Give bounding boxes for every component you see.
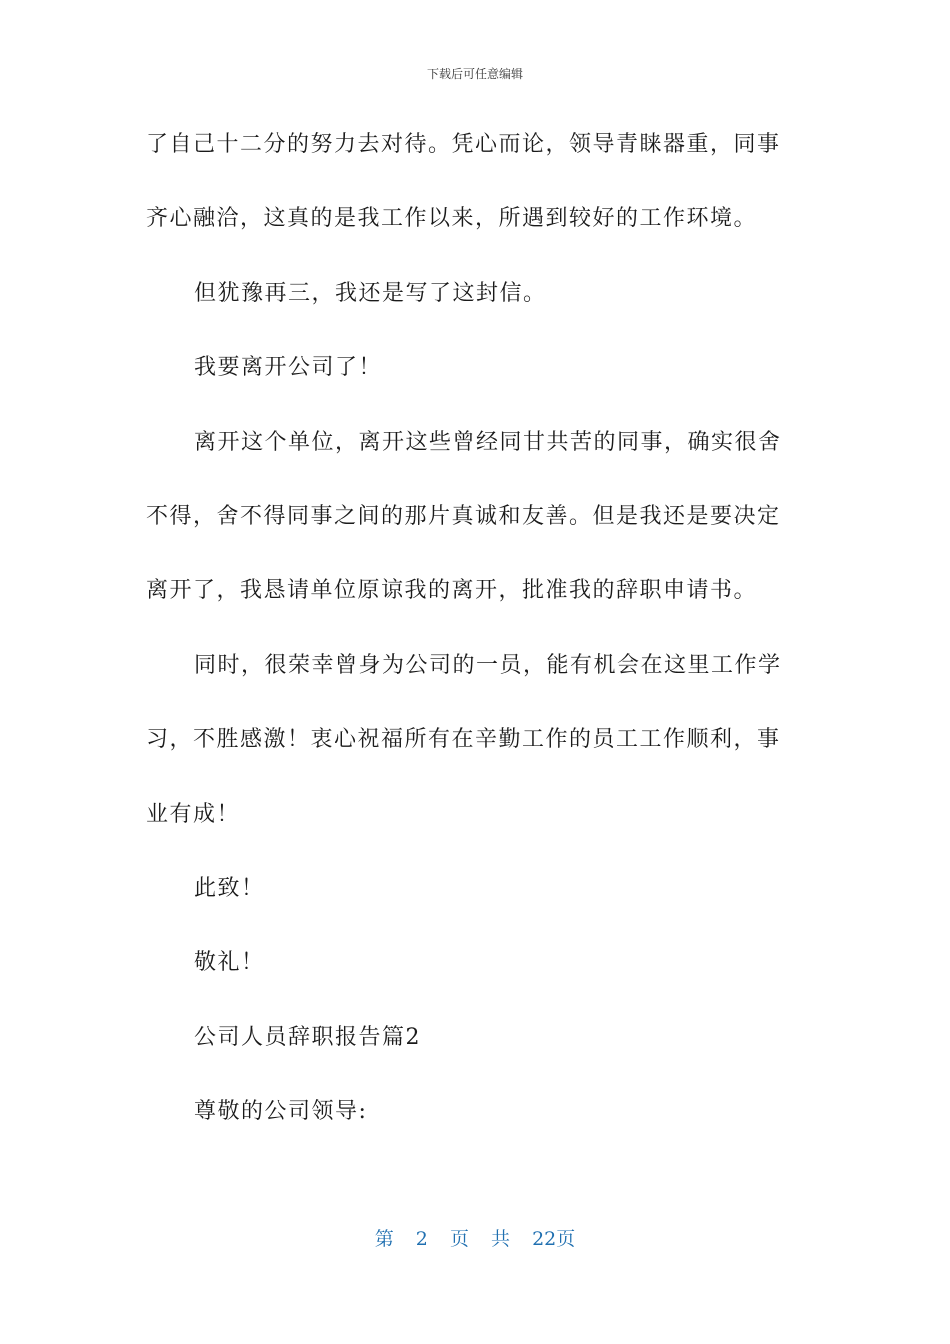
text-line: 齐心融洽，这真的是我工作以来，所遇到较好的工作环境。 <box>146 206 758 232</box>
current-page-number: 2 <box>415 1228 428 1250</box>
text-line: 但犹豫再三，我还是写了这封信。 <box>194 280 547 306</box>
text-line: 离开这个单位，离开这些曾经同甘共苦的同事，确实很舍 <box>194 429 782 455</box>
footer-label-page-unit: 页 <box>449 1228 469 1250</box>
text-line: 同时，很荣幸曾身为公司的一员，能有机会在这里工作学 <box>194 652 782 678</box>
text-line: 我要离开公司了！ <box>194 355 383 381</box>
text-line: 不得，舍不得同事之间的那片真诚和友善。但是我还是要决定 <box>146 503 781 529</box>
text-line: 了自己十二分的努力去对待。凭心而论，领导青睐器重，同事 <box>146 132 781 157</box>
page-header: 下载后可任意编辑 <box>426 67 523 81</box>
footer-label-total: 共 <box>491 1228 511 1250</box>
closing-line: 此致！ <box>194 875 265 901</box>
total-pages: 22页 <box>532 1228 576 1250</box>
text-line: 习，不胜感激！衷心祝福所有在辛勤工作的员工工作顺利，事 <box>146 727 781 753</box>
greeting-line: 尊敬的公司领导: <box>194 1099 368 1125</box>
page-footer <box>0 1226 950 1252</box>
footer-label-page: 第 <box>374 1228 394 1250</box>
text-line: 业有成！ <box>146 801 241 827</box>
salutation-line: 敬礼！ <box>194 950 265 976</box>
section-title: 公司人员辞职报告篇2 <box>194 1024 421 1050</box>
text-line: 离开了，我恳请单位原谅我的离开，批准我的辞职申请书。 <box>146 578 758 604</box>
document-body <box>146 126 806 1167</box>
